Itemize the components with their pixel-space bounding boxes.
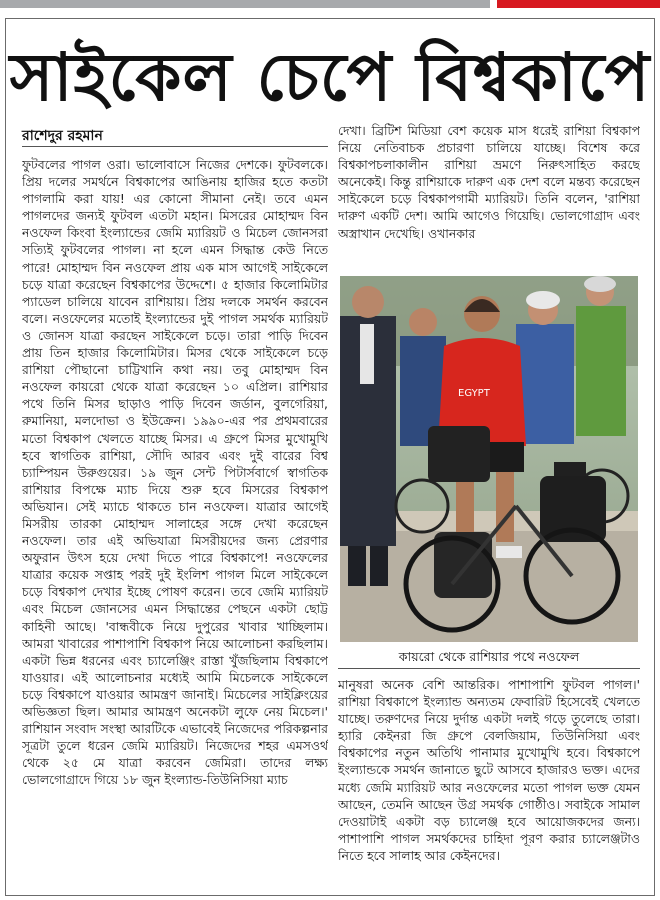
article-photo bbox=[340, 276, 638, 642]
article-text-left: ফুটবলের পাগল ওরা। ভালোবাসে নিজের দেশকে। ফুটবলকে। প্রিয় দলের সমর্থনে বিশ্বকাপের আঙিনায় হাজির হতে কতটা পাগলামি করা যায়! এর কোনো সীমানা নেই। তবে এমন পাগলদের জন্যই ফুটবল এতটা মহান। মিসরের মোহাম্মদ বিন নওফেল কিংবা ইংল্যান্ডের জেমি ম্যারিয়ট ও মিচেল জোনসরা সত্যিই ফুটবলের পাগল। না হলে এমন সিদ্ধান্ত কেউ নিতে পারে! মোহাম্মদ বিন নওফেল প্রায় এক মাস আগেই সাইকেলে চড়ে যাত্রা করেছেন বিশ্বকাপের উদ্দেশে। ৫ হাজার কিলোমিটার প্যাডেল চালিয়ে যাবেন রাশিয়ায়। প্রিয় দলকে সমর্থন করবেন বলে। নওফেলের মতোই ইংল্যান্ডের দুই পাগল সমর্থক ম্যারিয়ট ও জোনস যাত্রা করছেন সাইকেলে চড়ে। তারা পাড়ি দিবেন প্রায় তিন হাজার কিলোমিটার। মিসর থেকে সাইকেলে চড়ে রাশিয়া পৌছানো চাট্টিখানি কথা নয়। তবু মোহাম্মদ বিন নওফেল কায়রো থেকে যাত্রা করেছেন ১০ এপ্রিল। রাশিয়ার পথে তিনি মিসর ছাড়াও পাড়ি দিবেন জর্ডান, বুলগেরিয়া, রুমানিয়া, মলদোভা ও ইউক্রেন। ১৯৯০-এর পর প্রথমবারের মতো বিশ্বকাপ খেলতে যাচ্ছে মিসর। এ গ্রুপে মিসর মুখোমুখি হবে স্বাগতিক রাশিয়া, সৌদি আরব এবং দুই বারের বিশ্ব চ্যাম্পিয়ন উরুগুয়ের। ১৯ জুন সেন্ট পিটার্সবার্গে স্বাগতিক রাশিয়ার বিপক্ষে ম্যাচ দিয়ে শুরু হবে মিসরের বিশ্বকাপ অভিযান। সেই ম্যাচে থাকতে চান নওফেল। যাত্রার আগেই মিসরীয় তারকা মোহাম্মদ সালাহের সঙ্গে দেখা করেছেন নওফেল। তার এই অভিযাত্রা মিসরীয়দের জন্য প্রেরণার অফুরান উৎস হয়ে দেখা দিতে পারে বিশ্বকাপে! নওফেলের যাত্রার কয়েক সপ্তাহ পরই দুই ইংলিশ পাগল মিলে সাইকেলে চড়ে বিশ্বকাপ দেখার ইচ্ছে পোষণ করেন। তবে জেমি ম্যারিয়ট এবং মিচেল জোনসের এমন সিদ্ধান্তের পেছনে একটা ছোট্ট কাহিনী আছে। 'বান্ধবীকে নিয়ে দুপুরের খাবার খাচ্ছিলাম। আমরা খাবারের পাশাপাশি বিশ্বকাপ নিয়ে আলোচনা করছিলাম। একটা ভিন্ন ধরনের এবং চ্যালেঞ্জিং রাস্তা খুঁজছিলাম বিশ্বকাপে যাওয়ার। এই আলোচনার মধ্যেই আমি মিচেলকে সাইকেলে চড়ে বিশ্বকাপে যাওয়ার আমন্ত্রণ জানাই। মিচেলের সাইক্লিংয়ের অভিজ্ঞতা ছিল। আমার আমন্ত্রণ অনেকটা লুফে নেয় মিচেল।' রাশিয়ান সংবাদ সংস্থা আরটিকে এভাবেই নিজেদের পরিকল্পনার সূত্রটা তুলে ধরেন জেমি ম্যারিয়ট। নিজেদের শহর এমসওর্থ থেকে ২৫ মে যাত্রা করবেন জেমিরা। তাদের লক্ষ্য ভোলগোগ্রাদে গিয়ে ১৮ জুন ইংল্যান্ড-তিউনিসিয়া ম্যাচ bbox=[22, 157, 328, 788]
headline: সাইকেল চেপে বিশ্বকাপে bbox=[9, 39, 651, 116]
article-column-right-bottom bbox=[338, 676, 640, 892]
photo-caption: কায়রো থেকে রাশিয়ার পথে নওফেল bbox=[398, 649, 580, 664]
cyclist-photo bbox=[340, 276, 638, 642]
bystander-suit bbox=[340, 286, 396, 586]
article-text-right-top: দেখা। ব্রিটিশ মিডিয়া বেশ কয়েক মাস ধরেই রাশিয়া বিশ্বকাপ নিয়ে নেতিবাচক প্রচারণা চালিয়ে যাচ্ছে। বিশেষ করে বিশ্বকাপচলাকালীন রাশিয়া ভ্রমণে নিরুৎসাহিত করছে অনেকেই। কিন্তু রাশিয়াকে দারুণ এক দেশ বলে মন্তব্য করেছেন সাইকেলে চড়ে বিশ্বকাপগামী ম্যারিয়ট। তিনি বলেন, 'রাশিয়া দারুণ একটি দেশ। আমি আগেও গিয়েছি। ভোলগোগ্রাদ এবং অস্ত্রাখান দেখেছি। ওখানকার bbox=[338, 123, 640, 241]
jersey-text: EGYPT bbox=[458, 388, 490, 399]
caption-rule bbox=[338, 668, 640, 669]
byline: রাশেদুর রহমান bbox=[22, 128, 103, 144]
article-column-right-top bbox=[338, 122, 640, 272]
top-bar-red bbox=[497, 0, 660, 8]
byline-rule bbox=[22, 146, 328, 147]
top-bar-grey bbox=[0, 0, 490, 8]
article-text-right-bottom: মানুষরা অনেক বেশি আন্তরিক। পাশাপাশি ফুটবল পাগল।' রাশিয়া বিশ্বকাপে ইংল্যান্ড অন্যতম ফেবারিট হিসেবেই খেলতে যাচ্ছে। তরুণদের নিয়ে দুর্দান্ত একটা দলই গড়ে তুলেছে তারা। হ্যারি কেইনরা জি গ্রুপে বেলজিয়াম, তিউনিসিয়া এবং বিশ্বকাপের নতুন অতিথি পানামার মুখোমুখি হবে। বিশ্বকাপে ইংল্যান্ডকে সমর্থন জানাতে ছুটে আসবে হাজারও ভক্ত। এদের মধ্যে জেমি ম্যারিয়ট আর নওফেলের মতো পাগল ভক্ত যেমন আছেন, তেমনি আছেন উগ্র সমর্থক গোষ্ঠীও। সবাইকে সামাল দেওয়াটাই একটা বড় চ্যালেঞ্জ হবে আয়োজকদের জন্য। পাশাপাশি পাগল সমর্থকদের চাহিদা পূরণ করার চ্যালেঞ্জটাও নিতে হবে সালাহ আর কেইনদের। bbox=[338, 677, 640, 863]
article-column-left bbox=[22, 156, 328, 892]
